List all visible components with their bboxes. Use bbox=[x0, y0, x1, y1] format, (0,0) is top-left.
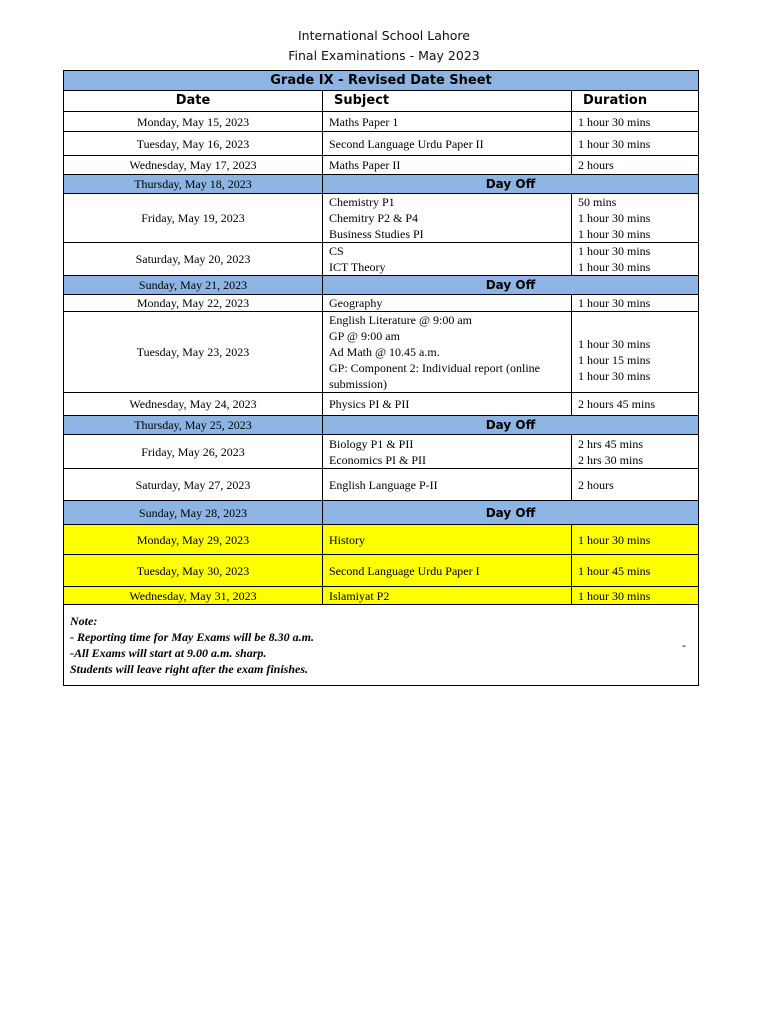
subject-cell bbox=[323, 243, 572, 276]
date-cell: Saturday, May 27, 2023 bbox=[64, 469, 323, 501]
subject-text: ICT Theory bbox=[329, 260, 386, 274]
note-line: - Reporting time for May Exams will be 8.30 a.m. bbox=[70, 630, 315, 644]
subject-text: English Literature @ 9:00 am bbox=[329, 313, 473, 327]
date-cell: Monday, May 15, 2023 bbox=[64, 112, 323, 132]
date-cell: Sunday, May 28, 2023 bbox=[64, 501, 323, 525]
duration-text: 1 hour 30 mins bbox=[578, 114, 651, 129]
subject-text: GP: Component 2: Individual report (online submission) bbox=[329, 361, 540, 391]
table-title: Grade IX - Revised Date Sheet bbox=[64, 71, 699, 91]
table-row bbox=[64, 393, 699, 416]
duration-text: 1 hour 15 mins bbox=[578, 353, 651, 367]
subject-cell bbox=[323, 132, 572, 156]
table-row bbox=[64, 194, 699, 243]
day-off-label: Day Off bbox=[323, 276, 699, 295]
duration-cell bbox=[572, 243, 699, 276]
subject-text: Biology P1 & PII bbox=[329, 436, 414, 451]
table-row bbox=[64, 295, 699, 312]
subject-text: Islamiyat P2 bbox=[329, 588, 390, 603]
table-row bbox=[64, 525, 699, 555]
duration-text: 50 mins bbox=[578, 195, 617, 209]
date-sheet-table bbox=[63, 70, 699, 686]
date-cell: Wednesday, May 24, 2023 bbox=[64, 393, 323, 416]
duration-cell bbox=[572, 132, 699, 156]
date-cell: Tuesday, May 16, 2023 bbox=[64, 132, 323, 156]
duration-text: 1 hour 30 mins bbox=[578, 244, 651, 258]
table-row bbox=[64, 587, 699, 605]
table-row bbox=[64, 132, 699, 156]
duration-cell bbox=[572, 435, 699, 469]
subject-text: GP @ 9:00 am bbox=[329, 329, 400, 343]
subject-cell bbox=[323, 469, 572, 501]
day-off-row bbox=[64, 416, 699, 435]
duration-cell bbox=[572, 295, 699, 312]
column-header-subject: Subject bbox=[323, 91, 572, 112]
table-row bbox=[64, 435, 699, 469]
date-cell: Tuesday, May 30, 2023 bbox=[64, 555, 323, 587]
duration-cell bbox=[572, 587, 699, 605]
subject-cell bbox=[323, 112, 572, 132]
subject-cell bbox=[323, 587, 572, 605]
table-row bbox=[64, 243, 699, 276]
duration-text: 2 hrs 45 mins bbox=[578, 436, 644, 451]
duration-cell bbox=[572, 525, 699, 555]
note-dash: - bbox=[682, 638, 687, 652]
duration-cell bbox=[572, 555, 699, 587]
subject-text: Economics PI & PII bbox=[329, 452, 426, 467]
subject-text: Second Language Urdu Paper I bbox=[329, 563, 480, 578]
duration-text: 1 hour 45 mins bbox=[578, 563, 651, 578]
date-cell: Tuesday, May 23, 2023 bbox=[64, 312, 323, 393]
school-name: International School Lahore bbox=[298, 28, 470, 43]
exam-title: Final Examinations - May 2023 bbox=[288, 48, 480, 63]
duration-text bbox=[578, 320, 692, 336]
subject-text: Maths Paper 1 bbox=[329, 114, 399, 129]
duration-text: 1 hour 30 mins bbox=[578, 296, 651, 310]
duration-text: 1 hour 30 mins bbox=[578, 227, 651, 241]
date-cell: Friday, May 19, 2023 bbox=[64, 194, 323, 243]
duration-text: 1 hour 30 mins bbox=[578, 136, 651, 151]
table-row bbox=[64, 156, 699, 175]
duration-text: 1 hour 30 mins bbox=[578, 369, 651, 383]
subject-text: Maths Paper II bbox=[329, 158, 401, 172]
subject-cell bbox=[323, 555, 572, 587]
subject-cell bbox=[323, 312, 572, 393]
duration-text: 1 hour 30 mins bbox=[578, 337, 651, 351]
subject-text: Ad Math @ 10.45 a.m. bbox=[329, 345, 440, 359]
day-off-row bbox=[64, 276, 699, 295]
subject-cell bbox=[323, 194, 572, 243]
duration-cell bbox=[572, 469, 699, 501]
duration-text: 1 hour 30 mins bbox=[578, 211, 651, 225]
date-cell: Thursday, May 18, 2023 bbox=[64, 175, 323, 194]
table-title-row bbox=[64, 71, 699, 91]
note-heading: Note: bbox=[70, 614, 98, 628]
table-row bbox=[64, 112, 699, 132]
duration-text: 1 hour 30 mins bbox=[578, 260, 651, 274]
duration-text: 2 hours bbox=[578, 477, 614, 492]
table-row bbox=[64, 555, 699, 587]
subject-text: CS bbox=[329, 244, 344, 258]
subject-text: Second Language Urdu Paper II bbox=[329, 136, 484, 151]
note-line: Students will leave right after the exam finishes. bbox=[70, 662, 309, 676]
subject-cell bbox=[323, 435, 572, 469]
duration-cell bbox=[572, 194, 699, 243]
duration-text: 2 hours bbox=[578, 158, 614, 172]
subject-text: Business Studies PI bbox=[329, 227, 424, 241]
date-cell: Monday, May 29, 2023 bbox=[64, 525, 323, 555]
duration-text: 1 hour 30 mins bbox=[578, 532, 651, 547]
note-line: -All Exams will start at 9.00 a.m. sharp. bbox=[70, 646, 267, 660]
day-off-label: Day Off bbox=[323, 501, 699, 525]
table-row bbox=[64, 469, 699, 501]
duration-cell bbox=[572, 112, 699, 132]
date-cell: Saturday, May 20, 2023 bbox=[64, 243, 323, 276]
duration-text: 1 hour 30 mins bbox=[578, 588, 651, 603]
duration-text: 2 hrs 30 mins bbox=[578, 452, 644, 467]
date-cell: Sunday, May 21, 2023 bbox=[64, 276, 323, 295]
day-off-label: Day Off bbox=[323, 416, 699, 435]
date-cell: Wednesday, May 31, 2023 bbox=[64, 587, 323, 605]
day-off-row bbox=[64, 175, 699, 194]
day-off-label: Day Off bbox=[323, 175, 699, 194]
column-header-date: Date bbox=[64, 91, 323, 112]
subject-cell bbox=[323, 393, 572, 416]
column-header-duration: Duration bbox=[572, 91, 699, 112]
duration-cell bbox=[572, 312, 699, 393]
day-off-row bbox=[64, 501, 699, 525]
subject-text: Geography bbox=[329, 296, 383, 310]
duration-cell bbox=[572, 156, 699, 175]
date-cell: Monday, May 22, 2023 bbox=[64, 295, 323, 312]
subject-cell bbox=[323, 525, 572, 555]
note-cell bbox=[64, 605, 699, 686]
date-cell: Wednesday, May 17, 2023 bbox=[64, 156, 323, 175]
subject-cell bbox=[323, 156, 572, 175]
subject-text: English Language P-II bbox=[329, 477, 438, 492]
note-row bbox=[64, 605, 699, 686]
subject-text: History bbox=[329, 532, 365, 547]
duration-text: 2 hours 45 mins bbox=[578, 397, 656, 411]
column-header-row bbox=[64, 91, 699, 112]
subject-text: Chemistry P1 bbox=[329, 195, 395, 209]
subject-cell bbox=[323, 295, 572, 312]
date-cell: Friday, May 26, 2023 bbox=[64, 435, 323, 469]
date-cell: Thursday, May 25, 2023 bbox=[64, 416, 323, 435]
subject-text: Chemitry P2 & P4 bbox=[329, 211, 419, 225]
subject-text: Physics PI & PII bbox=[329, 397, 410, 411]
table-row bbox=[64, 312, 699, 393]
duration-cell bbox=[572, 393, 699, 416]
